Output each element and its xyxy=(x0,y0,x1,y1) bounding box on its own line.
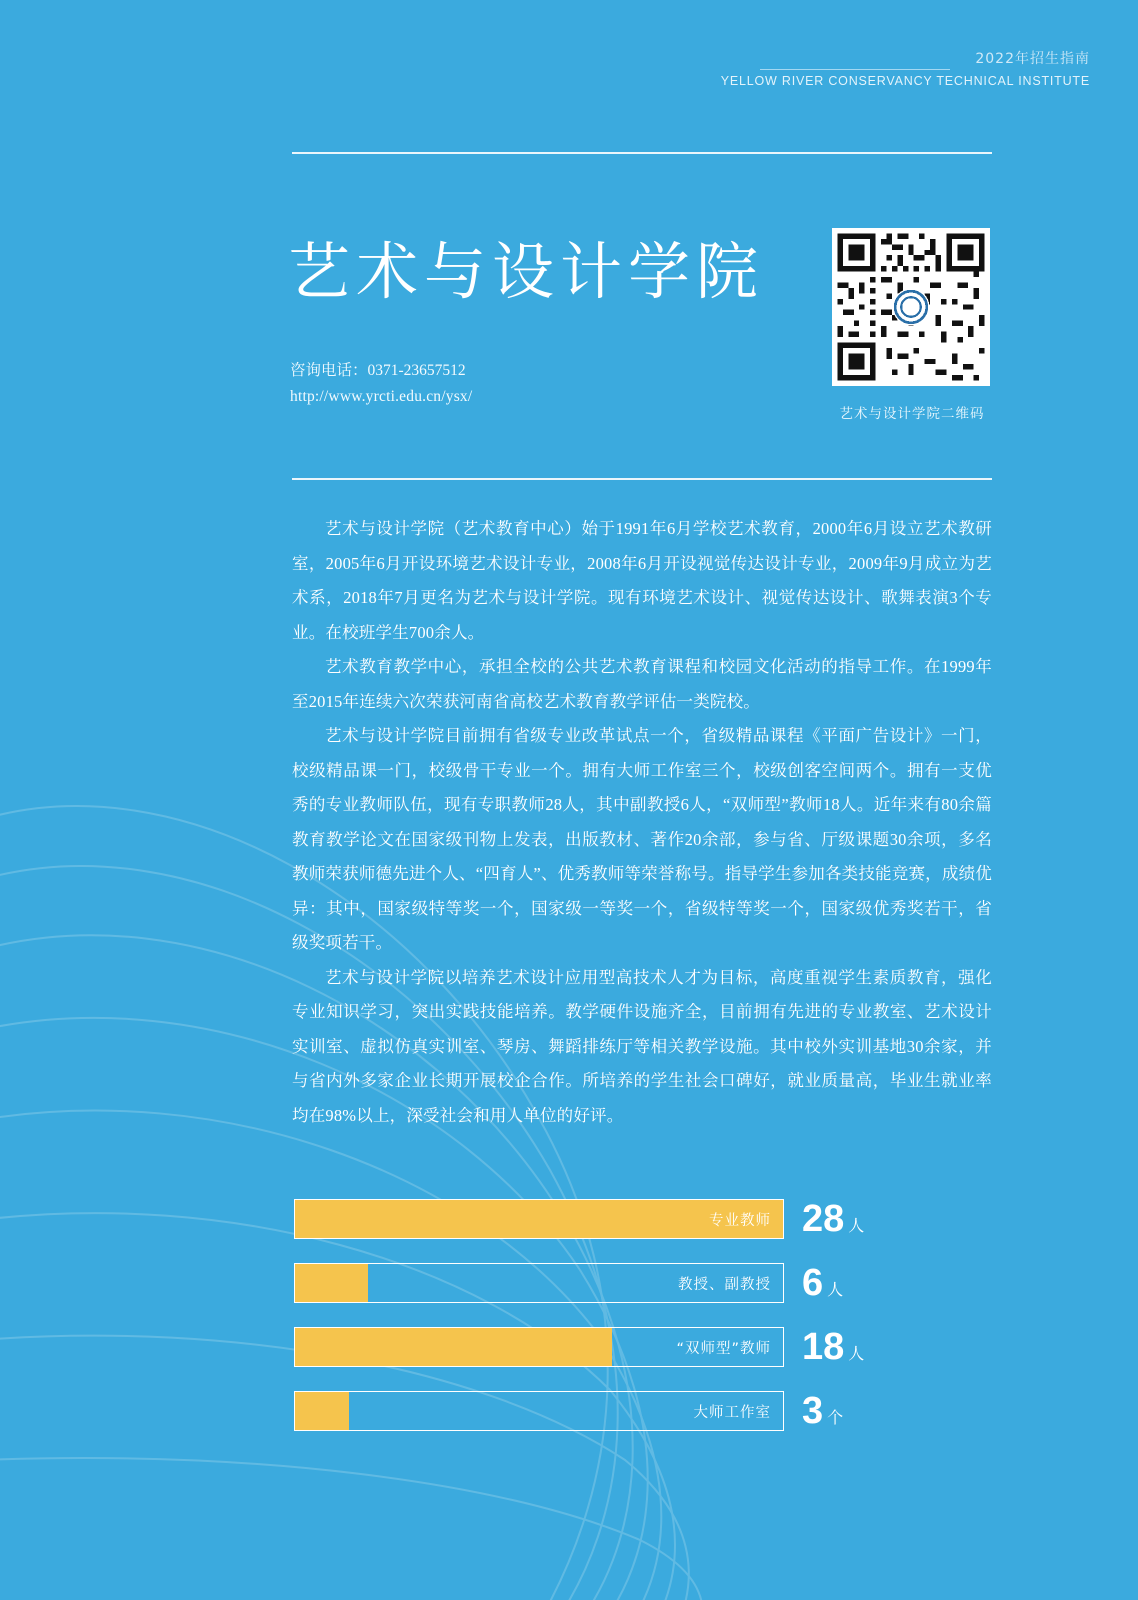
stat-row xyxy=(294,1198,994,1240)
stat-number: 3 xyxy=(802,1390,824,1432)
stat-row xyxy=(294,1390,994,1432)
page-header xyxy=(721,48,1090,88)
bar-track xyxy=(294,1391,784,1431)
stat-value xyxy=(802,1200,864,1238)
bar-track xyxy=(294,1199,784,1239)
bar-fill xyxy=(295,1328,612,1366)
stat-number: 18 xyxy=(802,1326,845,1368)
stat-unit: 人 xyxy=(848,1344,865,1363)
qr-code-svg xyxy=(832,228,990,386)
contact-block xyxy=(290,358,472,410)
bar-label: 教授、副教授 xyxy=(678,1276,771,1293)
statistics-chart xyxy=(294,1198,994,1454)
stat-unit: 人 xyxy=(827,1280,844,1299)
header-year-guide: 2022年招生指南 xyxy=(975,51,1090,67)
bar-fill xyxy=(295,1264,368,1302)
title-top-rule xyxy=(292,152,992,154)
bar-label: 专业教师 xyxy=(709,1212,771,1229)
contact-phone: 咨询电话：0371-23657512 xyxy=(290,362,466,379)
body-paragraph-1: 艺术与设计学院（艺术教育中心）始于1991年6月学校艺术教育，2000年6月设立艺术教研室，2005年6月开设环境艺术设计专业，2008年6月开设视觉传达设计专业，2009年9月成立为艺术系，2018年7月更名为艺术与设计学院。现有环境艺术设计、视觉传达设计、歌舞表演3个专业。在校班学生700余人。 xyxy=(292,519,992,642)
qr-code-block xyxy=(832,228,992,422)
bar-label: 大师工作室 xyxy=(693,1404,771,1421)
bar-label: “双师型”教师 xyxy=(676,1340,771,1357)
stat-unit: 人 xyxy=(848,1216,865,1235)
qr-code-image xyxy=(832,228,990,386)
stat-row xyxy=(294,1326,994,1368)
stat-value xyxy=(802,1392,843,1430)
page-title: 艺术与设计学院 xyxy=(288,235,765,308)
body-paragraph-3: 艺术与设计学院目前拥有省级专业改革试点一个，省级精品课程《平面广告设计》一门，校级精品课一门，校级骨干专业一个。拥有大师工作室三个，校级创客空间两个。拥有一支优秀的专业教师队伍，现有专职教师28人，其中副教授6人，“双师型”教师18人。近年来有80余篇教育教学论文在国家级刊物上发表，出版教材、著作20余部，参与省、厅级课题30余项，多名教师荣获师德先进个人、“四育人”、优秀教师等荣誉称号。指导学生参加各类技能竞赛，成绩优异：其中，国家级特等奖一个，国家级一等奖一个，省级特等奖一个，国家级优秀奖若干，省级奖项若干。 xyxy=(292,726,992,952)
stat-number: 28 xyxy=(802,1198,845,1240)
qr-code-caption: 艺术与设计学院二维码 xyxy=(839,406,985,421)
body-top-rule xyxy=(292,478,992,480)
bar-track xyxy=(294,1327,784,1367)
stat-number: 6 xyxy=(802,1262,824,1304)
stat-value xyxy=(802,1328,864,1366)
stat-value xyxy=(802,1264,843,1302)
body-paragraph-4: 艺术与设计学院以培养艺术设计应用型高技术人才为目标，高度重视学生素质教育，强化专业知识学习，突出实践技能培养。教学硬件设施齐全，目前拥有先进的专业教室、艺术设计实训室、虚拟仿真实训室、琴房、舞蹈排练厅等相关教学设施。其中校外实训基地30余家，并与省内外多家企业长期开展校企合作。所培养的学生社会口碑好，就业质量高，毕业生就业率均在98%以上，深受社会和用人单位的好评。 xyxy=(292,967,992,1125)
stat-row xyxy=(294,1262,994,1304)
header-institute-name: YELLOW RIVER CONSERVANCY TECHNICAL INSTITUTE xyxy=(720,74,1090,88)
bar-fill xyxy=(295,1392,349,1430)
stat-unit: 个 xyxy=(827,1408,844,1427)
body-text xyxy=(292,512,992,1133)
contact-url[interactable]: http://www.yrcti.edu.cn/ysx/ xyxy=(290,388,473,405)
body-paragraph-2: 艺术教育教学中心，承担全校的公共艺术教育课程和校园文化活动的指导工作。在1999年至2015年连续六次荣获河南省高校艺术教育教学评估一类院校。 xyxy=(292,657,992,711)
bar-track xyxy=(294,1263,784,1303)
